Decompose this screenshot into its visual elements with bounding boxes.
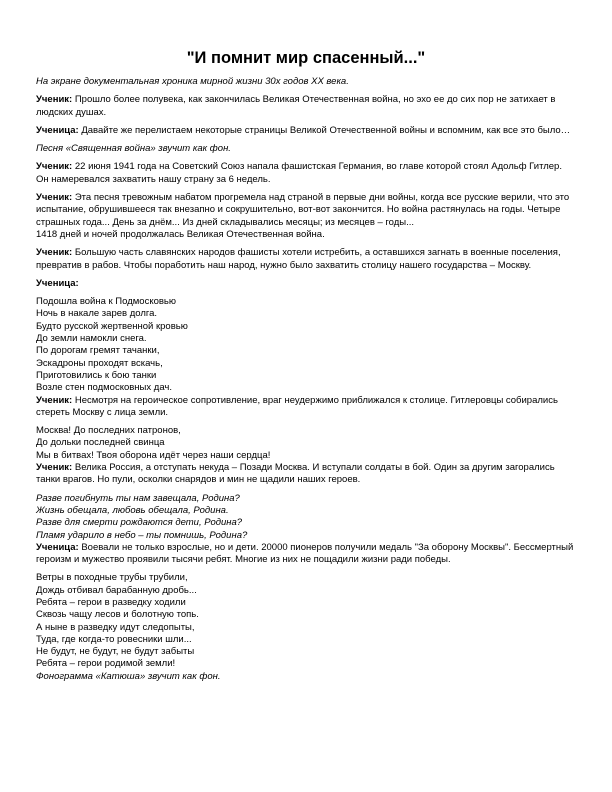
speech-text: Велика Россия, а отступать некуда – Позади Москва. И вступали солдаты в бой. Один за другим загорались танки врагов. Но пули, осколки снарядов и мин не щадили наших героев. [36,462,555,486]
speech-text: Давайте же перелистаем некоторые страницы Великой Отечественной войны и вспомним, как все это было… [78,124,571,136]
poem-stanza-1 [36,296,576,394]
speech-text: Большую часть славянских народов фашисты хотели истребить, а оставшихся загнать в военные поселения, превратив в рабов. Чтобы поработить наш народ, нужно было захватить столицу нашего государства – Москву. [36,247,561,271]
poem-line: Ветры в походные трубы трубили, [36,572,188,584]
speech-paragraph [36,247,576,272]
poem-line: Разве погибнуть ты нам завещала, Родина? [36,492,240,504]
speech-paragraph [36,462,576,487]
poem-line: Москва! До последних патронов, [36,425,181,437]
poem-line: Разве для смерти рождаются дети, Родина? [36,517,243,529]
speech-text: Несмотря на героическое сопротивление, враг неудержимо приближался к столице. Гитлеровцы собирались стереть Москву с лица земли. [36,394,558,418]
speaker-label: Ученик: [36,161,73,173]
poem-line: Ночь в накале зарев долга. [36,308,158,320]
speaker-label: Ученица: [36,541,79,553]
poem-line: Туда, где когда-то ровесники шли... [36,633,192,645]
poem-line: Возле стен подмосковных дач. [36,382,172,394]
poem-line: Мы в битвах! Твоя оборона идёт через наши сердца! [36,449,271,461]
poem-stanza-3 [36,493,576,542]
speech-text: 22 июня 1941 года на Советский Союз напала фашистская Германия, во главе которой стоял Адольф Гитлер. Он намеревался захватить нашу страну за 6 недель. [36,161,562,185]
poem-line: Жизнь обещала, любовь обещала, Родина. [36,504,229,516]
speech-paragraph [36,192,576,241]
poem-line: Подошла война к Подмосковью [36,296,176,308]
speaker-label: Ученик: [36,394,73,406]
speech-paragraph [36,542,576,567]
poem-line: Ребята – герои родимой земли! [36,658,176,670]
speech-paragraph [36,94,576,119]
speaker-label: Ученик: [36,462,73,474]
poem-line: Не будут, не будут, не будут забыты [36,646,195,658]
speech-paragraph [36,125,576,137]
speech-text: Эта песня тревожным набатом прогремела над страной в первые дни войны, когда все русские верили, что это испытание, обрушившееся так внезапно и сокрушительно, вот-вот закончится. Но война растянулась на годы. Четыре страшных года... День за днём... Из дней складывались месяцы; из месяцев – годы... [36,192,570,228]
poem-line: Пламя ударило в небо – ты помнишь, Родина? [36,529,248,541]
speaker-label: Ученик: [36,192,73,204]
poem-stanza-4 [36,572,576,670]
speaker-label: Ученица: [36,124,79,136]
stage-direction: Песня «Священная война» звучит как фон. [36,143,231,155]
speech-text: Прошло более полувека, как закончилась Великая Отечественная война, но эхо ее до сих пор не затихает в людских душах. [36,94,556,118]
speaker-label: Ученица: [36,277,79,289]
speech-paragraph [36,161,576,186]
poem-stanza-2 [36,425,576,462]
speaker-label: Ученик: [36,94,73,106]
poem-line: Дождь отбивал барабанную дробь... [36,584,197,596]
speech-text: Воевали не только взрослые, но и дети. 20000 пионеров получили медаль "За оборону Москвы". Бессмертный героизм и мужество проявили тысячи ребят. Многие из них не пощадили жизни ради победы. [36,541,574,566]
poem-line: Ребята – герои в разведку ходили [36,596,186,608]
poem-line: Эскадроны проходят вскачь, [36,357,163,369]
speech-text-extra: 1418 дней и ночей продолжалась Великая Отечественная война. [36,228,325,240]
stage-direction: Фонограмма «Катюша» звучит как фон. [36,670,221,682]
stage-direction: На экране документальная хроника мирной жизни 30х годов XX века. [36,76,349,87]
poem-line: До дольки последней свинца [36,437,165,449]
document-title: "И помнит мир спасенный..." [186,49,426,67]
poem-line: Сквозь чащу лесов и болотную топь. [36,609,199,621]
poem-line: А ныне в разведку идут следопыты, [36,621,195,633]
speaker-label: Ученик: [36,247,73,259]
poem-line: Будто русской жертвенной кровью [36,320,188,332]
speech-paragraph [36,395,576,420]
poem-line: До земли намокли снега. [36,333,147,345]
poem-line: По дорогам гремят тачанки, [36,345,160,357]
poem-line: Приготовились к бою танки [36,369,157,381]
